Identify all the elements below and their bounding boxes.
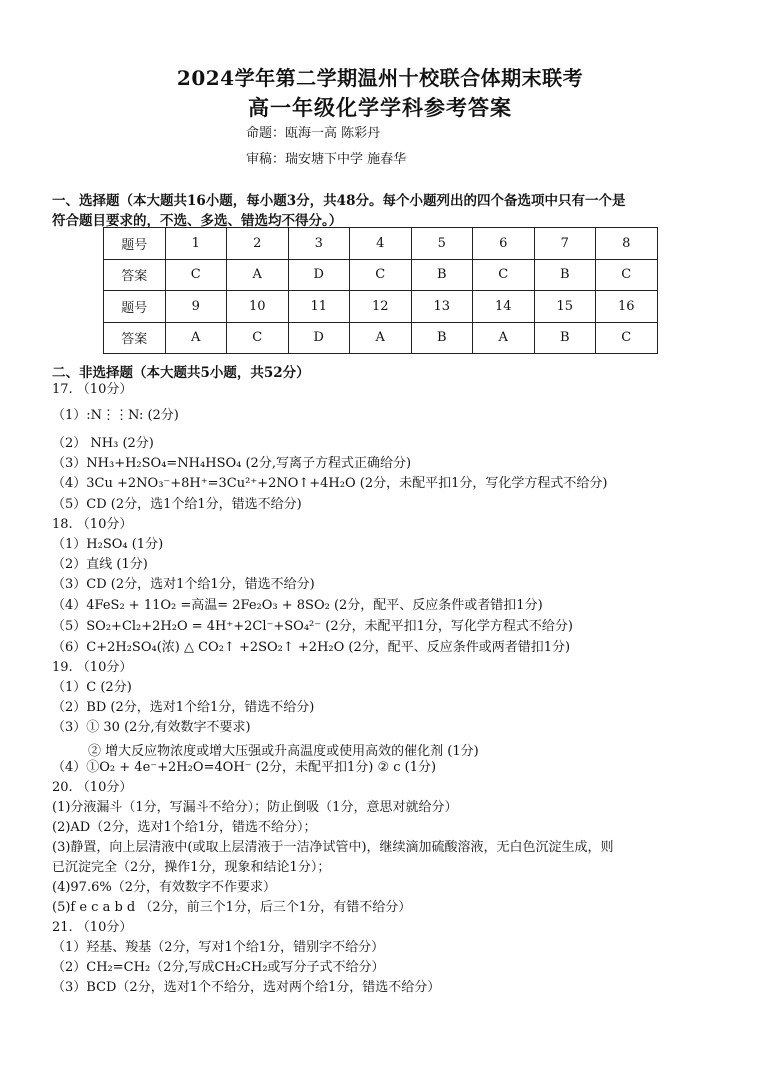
q19-heading: 19. （10分） — [52, 660, 133, 675]
q17-part5: （5）CD (2分，选1个给1分，错选不给分) — [52, 497, 302, 512]
row-label-question: 题号 — [104, 291, 166, 323]
question-number: 6 — [473, 228, 535, 260]
q19-part3: （3）① 30 (2分,有效数字不要求) — [52, 720, 251, 735]
q18-heading: 18. （10分） — [52, 517, 133, 532]
q18-part3: （3）CD (2分，选对1个给1分，错选不给分) — [52, 577, 315, 592]
question-number: 4 — [350, 228, 412, 260]
answer-cell: C — [227, 322, 289, 354]
question-number: 3 — [288, 228, 350, 260]
section1-heading-cont: 符合题目要求的，不选、多选、错选均不得分。） — [52, 213, 343, 229]
q18-part1: （1）H₂SO₄ (1分) — [52, 537, 164, 552]
answer-table — [103, 227, 658, 354]
answer-cell: C — [596, 322, 658, 354]
author-line: 命题：瓯海一高 陈彩丹 — [246, 126, 381, 141]
answer-cell: B — [411, 322, 473, 354]
row-label-question: 题号 — [104, 228, 166, 260]
answer-cell: D — [288, 322, 350, 354]
question-number: 10 — [227, 291, 289, 323]
table-row — [104, 291, 658, 323]
section1-heading: 一、选择题（本大题共16小题，每小题3分，共48分。每个小题列出的四个备选项中只有一个是 — [52, 193, 626, 209]
q18-part2: （2）直线 (1分) — [52, 557, 148, 572]
q18-part5: （5）SO₂+Cl₂+2H₂O = 4H⁺+2Cl⁻+SO₄²⁻ (2分，未配平扣1分，写化学方程式不给分) — [52, 619, 573, 634]
answer-cell: B — [534, 259, 596, 291]
q21-part2: （2）CH₂=CH₂（2分,写成CH₂CH₂或写分子式不给分） — [52, 960, 385, 975]
answer-cell: A — [350, 322, 412, 354]
answer-key-title: 高一年级化学学科参考答案 — [248, 95, 512, 120]
question-number: 15 — [534, 291, 596, 323]
q20-part2: (2)AD（2分，选对1个给1分，错选不给分）； — [52, 820, 317, 835]
question-number: 11 — [288, 291, 350, 323]
q17-part3: （3）NH₃+H₂SO₄=NH₄HSO₄ (2分,写离子方程式正确给分) — [52, 456, 412, 471]
q17-heading: 17. （10分） — [52, 382, 133, 397]
row-label-answer: 答案 — [104, 322, 166, 354]
q19-part2: （2）BD (2分，选对1个给1分，错选不给分) — [52, 700, 315, 715]
answer-cell: C — [596, 259, 658, 291]
question-number: 7 — [534, 228, 596, 260]
q21-part3: （3）BCD（2分，选对1个不给分，选对两个给1分，错选不给分） — [52, 980, 441, 995]
answer-cell: B — [534, 322, 596, 354]
q17-part1: （1）:N⋮⋮N: (2分) — [52, 408, 179, 423]
exam-title: 2024学年第二学期温州十校联合体期末联考 — [176, 66, 584, 90]
q19-part1: （1）C (2分) — [52, 680, 132, 695]
answer-cell: C — [165, 259, 227, 291]
q21-part1: （1）羟基、羧基（2分，写对1个给1分，错别字不给分） — [52, 940, 385, 955]
reviewer-line: 审稿：瑞安塘下中学 施春华 — [246, 152, 407, 167]
question-number: 13 — [411, 291, 473, 323]
answer-cell: C — [350, 259, 412, 291]
table-row — [104, 259, 658, 291]
q19-part4: （4）①O₂ + 4e⁻+2H₂O=4OH⁻ (2分，未配平扣1分) ② c (1分) — [52, 760, 437, 775]
question-number: 2 — [227, 228, 289, 260]
question-number: 9 — [165, 291, 227, 323]
q18-part6: （6）C+2H₂SO₄(浓) △ CO₂↑ +2SO₂↑ +2H₂O (2分，配平、反应条件或两者错扣1分) — [52, 640, 571, 655]
q17-part2: （2） NH₃ (2分) — [52, 436, 154, 451]
question-number: 8 — [596, 228, 658, 260]
answer-cell: A — [165, 322, 227, 354]
table-row — [104, 228, 658, 260]
q20-heading: 20. （10分） — [52, 780, 133, 795]
q20-part1: (1)分液漏斗（1分，写漏斗不给分）；防止倒吸（1分，意思对就给分） — [52, 800, 458, 815]
section2-heading: 二、非选择题（本大题共5小题，共52分） — [52, 365, 310, 381]
answer-cell: A — [473, 322, 535, 354]
q20-part5: (5)f e c a b d （2分，前三个1分，后三个1分，有错不给分） — [52, 900, 412, 915]
q18-part4: （4）4FeS₂ + 11O₂ =高温= 2Fe₂O₃ + 8SO₂ (2分，配平、反应条件或者错扣1分) — [52, 598, 543, 613]
question-number: 16 — [596, 291, 658, 323]
q20-part3: (3)静置，向上层清液中(或取上层清液于一洁净试管中)，继续滴加硫酸溶液，无白色沉淀生成，则 — [52, 840, 614, 855]
question-number: 14 — [473, 291, 535, 323]
q21-heading: 21. （10分） — [52, 920, 133, 935]
answer-cell: A — [227, 259, 289, 291]
q20-part3-cont: 已沉淀完全（2分，操作1分，现象和结论1分）； — [52, 860, 331, 875]
answer-cell: D — [288, 259, 350, 291]
answer-cell: C — [473, 259, 535, 291]
table-row — [104, 322, 658, 354]
question-number: 5 — [411, 228, 473, 260]
row-label-answer: 答案 — [104, 259, 166, 291]
question-number: 1 — [165, 228, 227, 260]
question-number: 12 — [350, 291, 412, 323]
q19-part3-sub2: ② 增大反应物浓度或增大压强或升高温度或使用高效的催化剂 (1分) — [88, 744, 479, 759]
q17-part4: （4）3Cu +2NO₃⁻+8H⁺=3Cu²⁺+2NO↑+4H₂O (2分，未配平扣1分，写化学方程式不给分) — [52, 476, 608, 491]
answer-cell: B — [411, 259, 473, 291]
q20-part4: (4)97.6%（2分，有效数字不作要求） — [52, 880, 276, 895]
